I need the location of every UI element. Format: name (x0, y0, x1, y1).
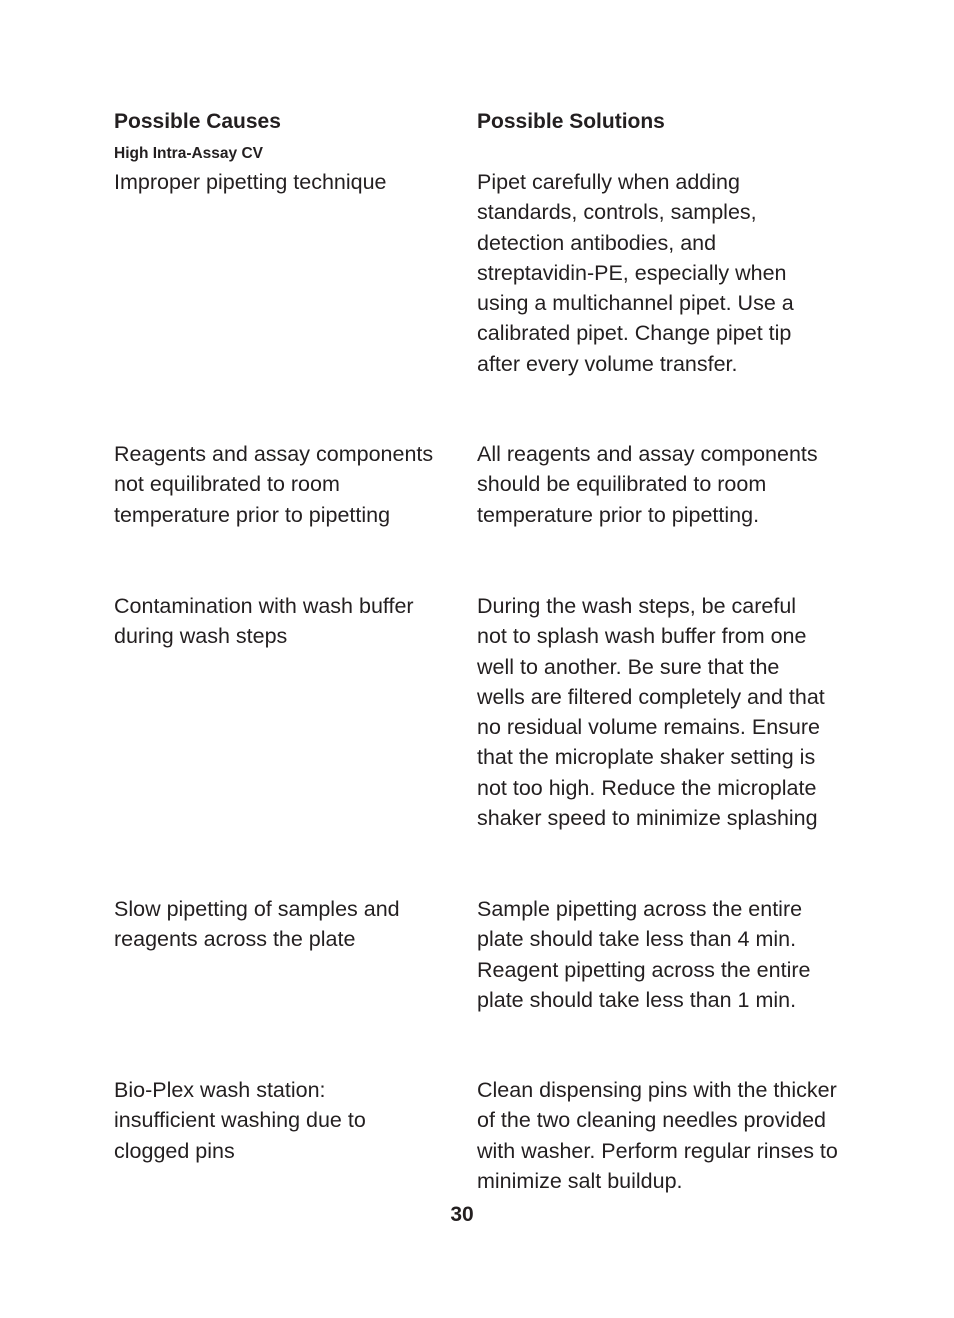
solution-line: after every volume transfer. (477, 351, 738, 376)
solution-line: wells are filtered completely and that (477, 684, 825, 709)
cause-line: Improper pipetting technique (114, 170, 387, 194)
solution-line: of the two cleaning needles provided (477, 1108, 827, 1133)
cause-cell (114, 894, 459, 955)
cause-line: Reagents and assay components (114, 442, 434, 466)
cause-cell (114, 1075, 459, 1166)
solution-line: detection antibodies, and (477, 230, 717, 255)
solution-line: standards, controls, samples, (477, 200, 757, 225)
solution-line: Reagent pipetting across the entire (477, 957, 811, 982)
cause-line: temperature prior to pipetting (114, 502, 391, 527)
solution-line: not too high. Reduce the microplate (477, 775, 817, 800)
solution-line: using a multichannel pipet. Use a (477, 291, 794, 316)
cause-line: not equilibrated to room (114, 472, 340, 497)
solution-line: temperature prior to pipetting. (477, 502, 760, 527)
solution-cell (477, 439, 857, 530)
solution-line: calibrated pipet. Change pipet tip (477, 321, 792, 346)
cause-line: during wash steps (114, 624, 288, 649)
solution-cell (477, 894, 857, 1015)
cause-cell (114, 167, 459, 197)
solution-line: All reagents and assay components (477, 442, 818, 466)
solution-line: plate should take less than 1 min. (477, 987, 797, 1012)
section-title: High Intra-Assay CV (114, 145, 264, 162)
cause-line: Slow pipetting of samples and (114, 897, 400, 921)
solution-line: not to splash wash buffer from one (477, 624, 807, 649)
cause-line: Contamination with wash buffer (114, 594, 414, 618)
page-number: 30 (450, 1203, 474, 1226)
solution-line: plate should take less than 4 min. (477, 927, 797, 952)
solution-line: Clean dispensing pins with the thicker (477, 1078, 837, 1102)
solution-cell (477, 167, 857, 379)
solution-line: minimize salt buildup. (477, 1168, 683, 1193)
cause-cell (114, 439, 459, 530)
solution-line: During the wash steps, be careful (477, 594, 797, 618)
cause-line: Bio-Plex wash station: (114, 1078, 326, 1102)
solution-line: Pipet carefully when adding (477, 170, 740, 194)
solution-line: with washer. Perform regular rinses to (477, 1138, 838, 1163)
solution-cell (477, 591, 857, 833)
solution-line: shaker speed to minimize splashing (477, 806, 818, 831)
cause-line: clogged pins (114, 1138, 235, 1163)
solution-line: that the microplate shaker setting is (477, 745, 816, 770)
solution-cell (477, 1075, 857, 1196)
solution-line: streptavidin-PE, especially when (477, 260, 787, 285)
solution-line: well to another. Be sure that the (477, 654, 780, 679)
cause-cell (114, 591, 459, 652)
cause-line: reagents across the plate (114, 927, 356, 952)
cause-line: insufficient washing due to (114, 1108, 366, 1133)
header-possible-causes: Possible Causes (114, 110, 281, 133)
solution-line: Sample pipetting across the entire (477, 897, 803, 921)
solution-line: should be equilibrated to room (477, 472, 767, 497)
header-possible-solutions: Possible Solutions (477, 110, 665, 133)
solution-line: no residual volume remains. Ensure (477, 715, 820, 740)
